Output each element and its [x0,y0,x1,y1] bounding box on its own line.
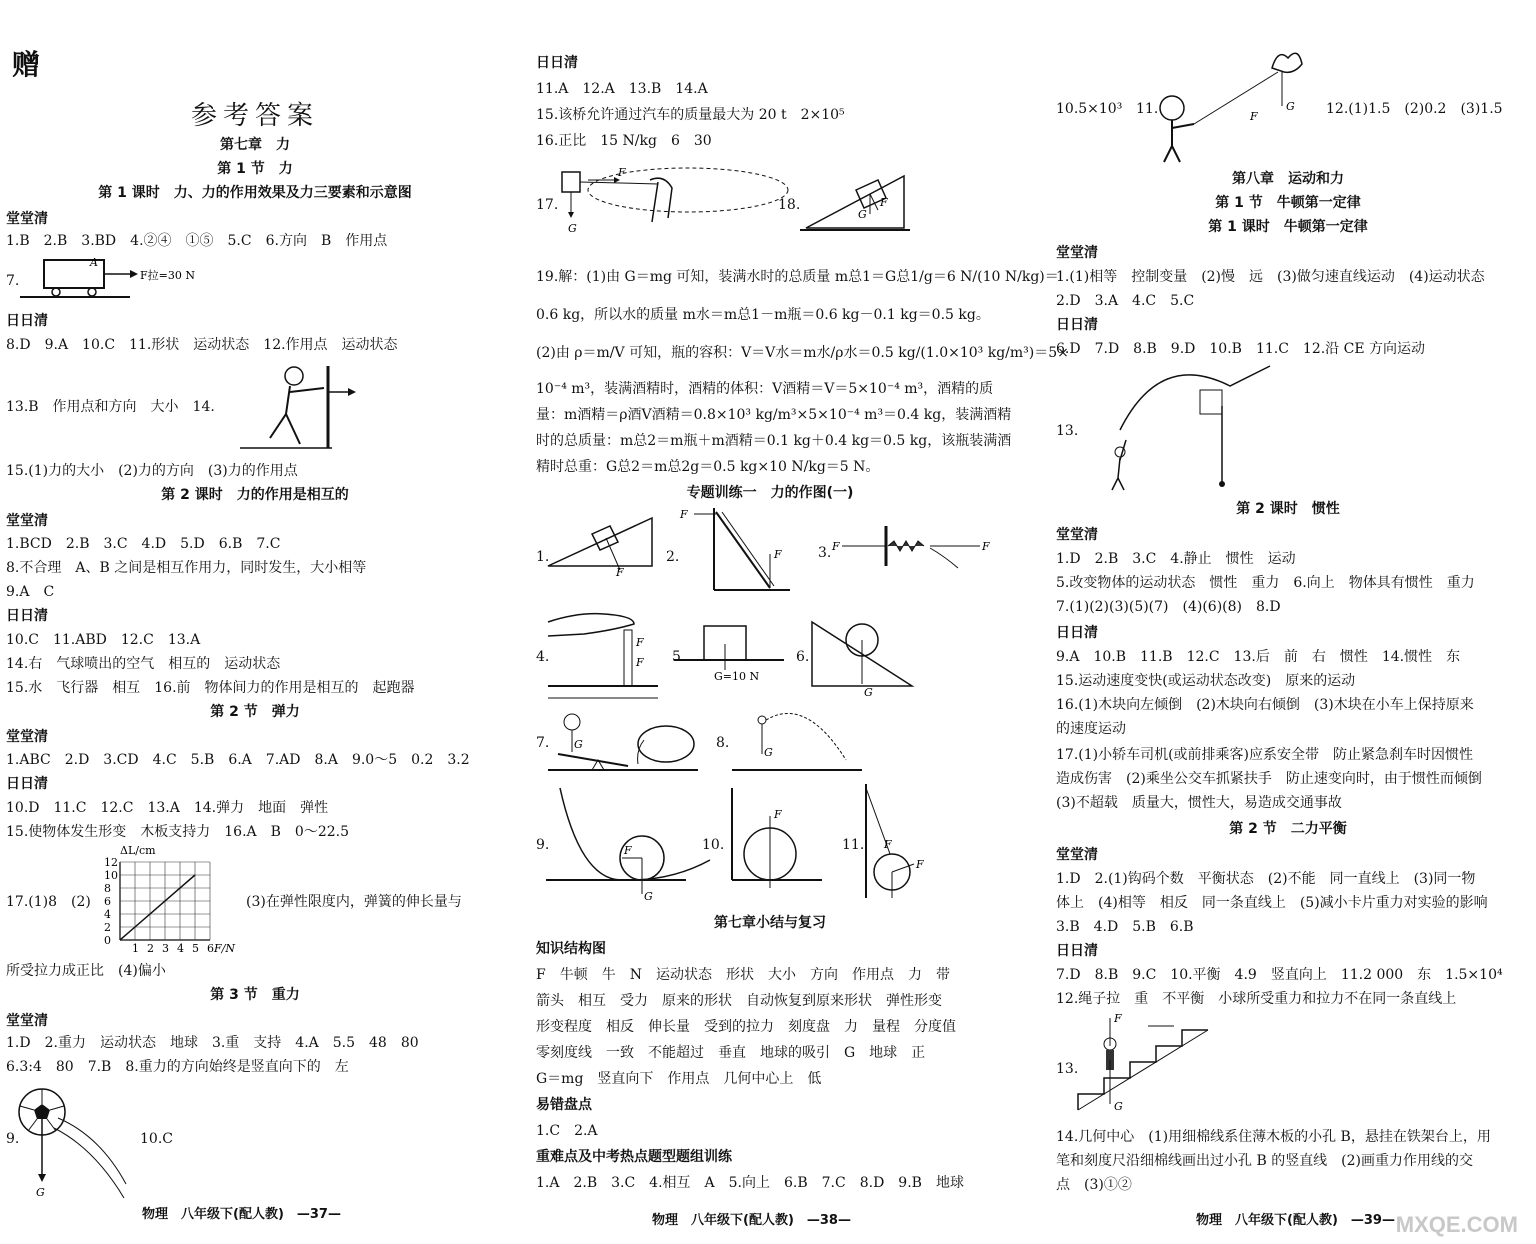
answer-line: 0.6 kg，所以水的质量 m水＝m总1－m瓶＝0.6 kg－0.1 kg＝0.5 kg。 [536,307,990,323]
answer-line: 9.A 10.B 11.B 12.C 13.后 前 右 惯性 14.惯性 东 [1056,649,1461,665]
x-tick-label: 4 [177,942,184,955]
page-footer: 物理 八年级下(配人教) —38— [652,1213,851,1228]
answer-line: 箭头 相互 受力 原来的形状 自动恢复到原来形状 弹性形变 [536,993,942,1009]
section-heading: 第 2 节 弹力 [210,704,300,720]
figure-7-elephant-seesaw [548,704,708,774]
svg-text:F: F [774,548,782,561]
stairs-figure [1074,1010,1214,1120]
figure-number: 1. [536,549,550,565]
answer-line: 笔和刻度尺沿细棉线画出过小孔 B 的竖直线 (2)画重力作用线的交 [1056,1153,1474,1169]
question-number: 17. [536,197,559,213]
svg-text:F: F [680,508,688,521]
y-tick-label: 12 [104,856,118,869]
svg-text:F: F [982,540,990,553]
svg-text:G: G [1286,100,1295,113]
y-axis-label: ΔL/cm [120,844,156,857]
svg-text:G: G [568,222,577,235]
figure-3-spring [832,526,992,566]
figure-number: 4. [536,649,550,665]
subheading: 日日清 [6,313,48,329]
y-tick-label: 10 [104,869,118,882]
subheading: 日日清 [1056,943,1098,959]
svg-text:F: F [618,166,626,179]
answer-line: 点 (3)①② [1056,1177,1132,1193]
svg-text:G: G [644,890,653,903]
chapter-heading: 第七章 力 [220,137,290,153]
answer-line: 6.3:4 80 7.B 8.重力的方向始终是竖直向下的 左 [6,1059,349,1075]
answer-line: 1.B 2.B 3.BD 4.②④ ①⑤ 5.C 6.方向 B 作用点 [6,233,388,249]
question-number: 13. [1056,423,1079,439]
svg-text:G: G [764,746,773,759]
answer-line: 10⁻⁴ m³，装满酒精时，酒精的体积：V酒精＝V＝5×10⁻⁴ m³，酒精的质 [536,381,994,397]
answer-line: (2)由 ρ＝m/V 可知，瓶的容积：V＝V水＝m水/ρ水＝0.5 kg/(1.0×10³ kg/m³)＝5× [536,345,1069,361]
cart-force-diagram [20,254,220,304]
kite-figure [1154,50,1304,166]
x-axis-label: F/N [214,942,235,955]
figure-number: 6. [796,649,810,665]
x-tick-label: 5 [192,942,199,955]
figure-number: 2. [666,549,680,565]
y-tick-label: 0 [104,934,111,947]
answer-line: 1.D 2.(1)钩码个数 平衡状态 (2)不能 同一直线上 (3)同一物 [1056,871,1476,887]
answer-line: 13.B 作用点和方向 大小 14. [6,399,215,415]
svg-text:F: F [616,566,624,579]
question-number: 18. [778,197,801,213]
answer-line: 15.该桥允许通过汽车的质量最大为 20 t 2×10⁵ [536,107,845,123]
subheading: 日日清 [1056,625,1098,641]
answer-line: 形变程度 相反 伸长量 受到的拉力 刻度盘 力 量程 分度值 [536,1019,956,1035]
chapter-heading: 第八章 运动和力 [1232,171,1344,187]
figure-number: 10. [702,837,725,853]
x-tick-labels [132,942,214,955]
svg-text:G: G [864,686,873,699]
svg-text:G: G [1114,1100,1123,1113]
figure-number: 8. [716,735,730,751]
answer-line: 1.(1)相等 控制变量 (2)慢 远 (3)做匀速直线运动 (4)运动状态 [1056,269,1485,285]
answer-line: 的速度运动 [1056,721,1126,737]
subheading: 堂堂清 [6,513,48,529]
svg-text:G=10 N: G=10 N [714,670,760,683]
basketball-throw-figure [1100,360,1300,490]
svg-text:F: F [884,838,892,851]
answer-line: 6.D 7.D 8.B 9.D 10.B 11.C 12.沿 CE 方向运动 [1056,341,1426,357]
answer-line: 3.B 4.D 5.B 6.B [1056,919,1194,935]
subheading: 日日清 [6,776,48,792]
answer-line: 1.C 2.A [536,1123,598,1139]
x-tick-label: 2 [147,942,154,955]
answer-line: 8.D 9.A 10.C 11.形状 运动状态 12.作用点 运动状态 [6,337,398,353]
incline-block-figure [800,170,920,234]
answer-line: 17.(1)小轿车司机(或前排乘客)应系安全带 防止紧急刹车时因惯性 [1056,747,1474,763]
answer-line: 10.C [140,1131,173,1147]
figure-number: 11. [842,837,865,853]
answer-line: (3)不超载 质量大，惯性大，易造成交通事故 [1056,795,1342,811]
answer-line: 5.改变物体的运动状态 惯性 重力 6.向上 物体具有惯性 重力 [1056,575,1475,591]
x-tick-label: 3 [162,942,169,955]
answer-line: 17.(1)8 (2) [6,894,91,910]
subheading: 易错盘点 [536,1097,592,1113]
subheading: 堂堂清 [6,211,48,227]
spring-extension-graph [100,844,240,954]
label-a: A [90,256,98,269]
x-tick-label: 6 [207,942,214,955]
answer-line: 1.BCD 2.B 3.C 4.D 5.D 6.B 7.C [6,536,281,552]
answer-line: 体上 (4)相等 相反 同一条直线上 (5)减小卡片重力对实验的影响 [1056,895,1488,911]
answer-line: 9.A C [6,584,55,600]
subheading: 堂堂清 [6,1013,48,1029]
figure-number: 9. [536,837,550,853]
answer-line: 所受拉力成正比 (4)偏小 [6,963,166,979]
figure-number: 7. [536,735,550,751]
subheading: 日日清 [6,608,48,624]
section-heading: 第 2 节 二力平衡 [1229,821,1347,837]
svg-text:F: F [774,808,782,821]
answer-line: 时的总质量：m总2＝m瓶＋m酒精＝0.1 kg＋0.4 kg＝0.5 kg，该瓶装满酒 [536,433,1012,449]
lesson-heading: 第 2 课时 力的作用是相互的 [161,487,349,503]
answer-line: 精时总重：G总2＝m总2g＝0.5 kg×10 N/kg＝5 N。 [536,459,880,475]
label-force: F拉=30 N [140,269,195,282]
section-heading: 专题训练一 力的作图(一) [686,485,854,501]
answer-line: 1.D 2.B 3.C 4.静止 惯性 运动 [1056,551,1296,567]
svg-text:F: F [832,540,840,553]
subheading: 日日清 [1056,317,1098,333]
figure-4-finger-pencil [548,602,668,700]
figure-8-projectile [728,704,868,774]
answer-line: 15.运动速度变快(或运动状态改变) 原来的运动 [1056,673,1356,689]
lesson-heading: 第 2 课时 惯性 [1236,501,1340,517]
answer-line: 19.解：(1)由 G＝mg 可知，装满水时的总质量 m总1＝G总1/g＝6 N/(10 N/kg)＝ [536,269,1059,285]
answer-line: 零刻度线 一致 不能超过 垂直 地球的吸引 G 地球 正 [536,1045,926,1061]
answer-line: (3)在弹性限度内，弹簧的伸长量与 [246,894,462,910]
answer-line: 量：m酒精＝ρ酒V酒精＝0.8×10³ kg/m³×5×10⁻⁴ m³＝0.4 kg，装满酒精 [536,407,1012,423]
data-line [120,875,195,940]
answer-line: 2.D 3.A 4.C 5.C [1056,293,1195,309]
subheading: 堂堂清 [1056,847,1098,863]
figure-6-ball-incline [808,612,928,698]
page-title: 参考答案 [190,101,319,131]
figure-5-block [670,622,790,684]
lesson-heading: 第 1 课时 牛顿第一定律 [1208,219,1368,235]
watermark: MXQE.COM [1395,1212,1518,1237]
svg-text:F: F [1250,110,1258,123]
figure-10-ball-corner [726,784,826,892]
question-number: 11. [1136,101,1159,117]
figure-number: 5. [672,649,686,665]
answer-line: 14.几何中心 (1)用细棉线系住薄木板的小孔 B，悬挂在铁架台上，用 [1056,1129,1491,1145]
answer-line: 1.A 2.B 3.C 4.相互 A 5.向上 6.B 7.C 8.D 9.B 地球 [536,1175,964,1191]
figure-1-incline [548,512,658,579]
y-tick-label: 2 [104,921,111,934]
page-38 [520,0,1069,1244]
gift-mark: 赠 [12,48,41,81]
answer-line: 造成伤害 (2)乘坐公交车抓紧扶手 防止速变向时，由于惯性而倾倒 [1056,771,1482,787]
answer-line: 14.右 气球喷出的空气 相互的 运动状态 [6,656,281,672]
subheading: 日日清 [536,55,578,71]
soccer-ball-figure [14,1088,134,1198]
answer-line: 7.(1)(2)(3)(5)(7) (4)(6)(8) 8.D [1056,599,1281,615]
person-push-wall-figure [240,362,360,452]
page-footer: 物理 八年级下(配人教) —37— [142,1207,341,1222]
svg-text:F: F [624,844,632,857]
answer-line: G＝mg 竖直向下 作用点 几何中心上 低 [536,1071,822,1087]
answer-line: 10.5×10³ [1056,101,1123,117]
answer-line: 8.不合理 A、B 之间是相互作用力，同时发生，大小相等 [6,560,367,576]
answer-line: 12.(1)1.5 (2)0.2 (3)1.5 [1326,101,1503,117]
y-tick-label: 6 [104,895,111,908]
y-tick-label: 4 [104,908,111,921]
svg-text:F: F [880,196,888,209]
svg-text:F: F [1114,1012,1122,1025]
svg-text:F: F [636,656,644,669]
answer-line: 15.使物体发生形变 木板支持力 16.A B 0～22.5 [6,824,350,840]
figure-number: 3. [818,545,832,561]
answer-line: 11.A 12.A 13.B 14.A [536,81,708,97]
figure-2-ladder [680,504,790,594]
y-tick-labels [104,856,118,947]
svg-text:G: G [574,738,583,751]
section-heading: 第七章小结与复习 [714,915,826,931]
answer-line: F 牛顿 牛 N 运动状态 形状 大小 方向 作用点 力 带 [536,967,950,983]
lesson-heading: 第 1 课时 力、力的作用效果及力三要素和示意图 [98,185,412,201]
question-number: 13. [1056,1061,1079,1077]
figure-11-hanging-ball [856,784,946,902]
section-heading: 第 1 节 牛顿第一定律 [1215,195,1361,211]
y-tick-label: 8 [104,882,111,895]
answer-line: 10.C 11.ABD 12.C 13.A [6,632,201,648]
svg-text:G: G [858,208,867,221]
answer-line: 15.(1)力的大小 (2)力的方向 (3)力的作用点 [6,463,298,479]
answer-line: 12.绳子拉 重 不平衡 小球所受重力和拉力不在同一条直线上 [1056,991,1457,1007]
answer-line: 16.(1)木块向左倾倒 (2)木块向右倾倒 (3)木块在小车上保持原来 [1056,697,1474,713]
section-heading: 第 3 节 重力 [210,987,300,1003]
answer-line: 1.ABC 2.D 3.CD 4.C 5.B 6.A 7.AD 8.A 9.0～5 0.2 3.2 [6,752,470,768]
answer-line: 15.水 飞行器 相互 16.前 物体间力的作用是相互的 起跑器 [6,680,415,696]
subheading: 堂堂清 [6,729,48,745]
circular-motion-figure [558,160,788,250]
subheading: 知识结构图 [536,941,606,957]
svg-text:F: F [916,858,924,871]
subheading: 重难点及中考热点题型题组训练 [536,1149,732,1165]
svg-text:F: F [636,636,644,649]
figure-9-track [546,784,696,902]
question-number: 9. [6,1131,20,1147]
answer-line: 10.D 11.C 12.C 13.A 14.弹力 地面 弹性 [6,800,329,816]
subheading: 堂堂清 [1056,527,1098,543]
page-37 [0,0,510,1244]
page-39 [1040,0,1536,1244]
section-heading: 第 1 节 力 [217,161,293,177]
x-tick-label: 1 [132,942,139,955]
answer-line: 7.D 8.B 9.C 10.平衡 4.9 竖直向上 11.2 000 东 1.5×10⁴ [1056,967,1503,983]
subheading: 堂堂清 [1056,245,1098,261]
answer-line: 1.D 2.重力 运动状态 地球 3.重 支持 4.A 5.5 48 80 [6,1035,419,1051]
label-g: G [36,1186,45,1199]
question-number: 7. [6,273,20,289]
answer-line: 16.正比 15 N/kg 6 30 [536,133,712,149]
page-footer: 物理 八年级下(配人教) —39— [1196,1213,1395,1228]
